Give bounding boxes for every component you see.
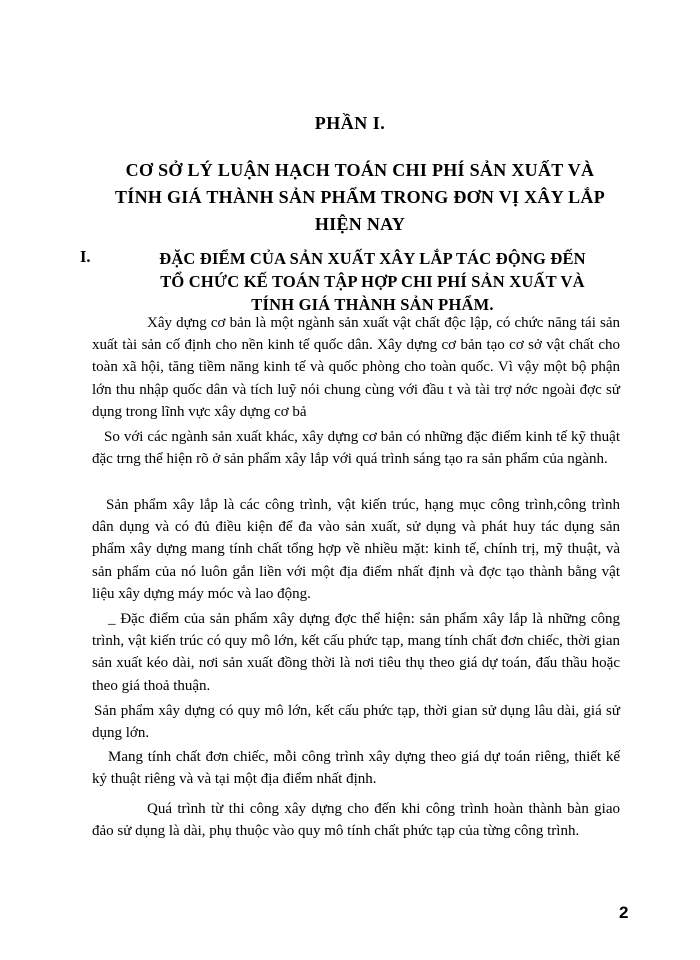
page-number: 2 [619,903,629,922]
body-paragraph: _ Đặc điểm của sản phẩm xây dựng đợc thể hiện: sản phẩm xây lắp là những công trình, vật kiến trúc có quy mô lớn, kết cấu phức tạp, mang tính chất đơn chiếc, thời gian sản xuất kéo dài, nơi sản xuất đồng thời là nơi tiêu thụ theo giá dự toán, đấu thầu hoặc theo giá thoả thuận. [92,611,620,694]
chapter-title: CƠ SỞ LÝ LUẬN HẠCH TOÁN CHI PHÍ SẢN XUẤT VÀ TÍNH GIÁ THÀNH SẢN PHẨM TRONG ĐƠN VỊ XÂY LẮP HIỆN NAY [114,160,606,234]
body-paragraph: Sản phẩm xây lắp là các công trình, vật kiến trúc, hạng mục công trình,công trình dân dụng và có đủ điều kiện để đa vào sản xuất, sử dụng và phát huy tác dụng sản phẩm xây dựng mang tính chất tổng hợp về nhiều mặt: kinh tế, chính trị, mỹ thuật, và sản phẩm của nó luôn gắn liền với một địa điểm nhất định và đợc tạo thành bằng vật liệu xây dựng máy móc và lao động. [92,497,620,602]
section-number: I. [80,247,91,266]
body-paragraph: Sản phẩm xây dựng có quy mô lớn, kết cấu phức tạp, thời gian sử dụng lâu dài, giá sử dụng lớn. [92,703,620,742]
body-paragraph: Xây dựng cơ bản là một ngành sản xuất vật chất độc lập, có chức năng tái sản xuất tài sản cố định cho nền kinh tế quốc dân. Xây dựng cơ bản tạo cơ sở vật chất cho toàn xã hội, tăng tiềm năng kinh tế và quốc phòng cho toàn quốc. Vì vậy một bộ phận lớn thu nhập quốc dân và tích luỹ nói chung cùng với đầu t và tài trợ nớc ngoài đợc sử dụng trong lĩnh vực xây dựng cơ bả [92,315,620,420]
body-paragraph: Mang tính chất đơn chiếc, mỗi công trình xây dựng theo giá dự toán riêng, thiết kế kỷ thuật riêng và và tại một địa điểm nhất định. [92,749,620,788]
part-heading: PHẦN I. [314,113,386,133]
body-paragraph: Quá trình từ thi công xây dựng cho đến khi công trình hoàn thành bàn giao đảo sử dụng là dài, phụ thuộc vào quy mô tính chất phức tạp của từng công trình. [92,801,620,840]
section-title: ĐẶC ĐIỂM CỦA SẢN XUẤT XÂY LẮP TÁC ĐỘNG ĐẾN TỔ CHỨC KẾ TOÁN TẬP HỢP CHI PHÍ SẢN XUẤT VÀ TÍNH GIÁ THÀNH SẢN PHẨM. [159,249,586,314]
body-paragraph: So với các ngành sản xuất khác, xây dựng cơ bản có những đặc điểm kinh tế kỹ thuật đặc trng thể hiện rõ ở sản phẩm xây lắp với quá trình sáng tạo ra sản phẩm của ngành. [92,429,620,468]
